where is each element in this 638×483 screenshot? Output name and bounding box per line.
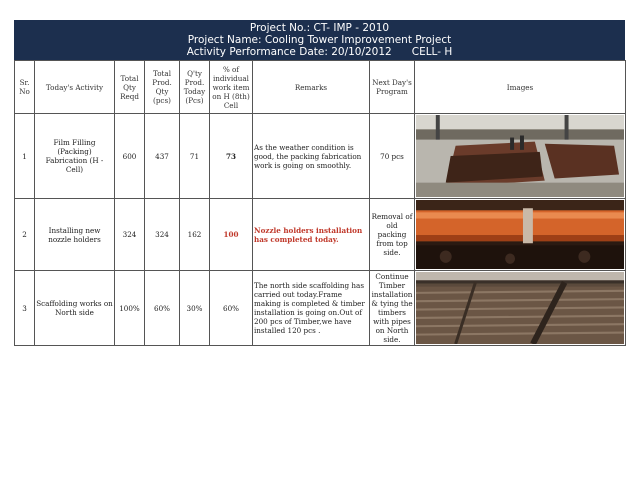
col-qty-today: Q'ty Prod. Today (Pcs) bbox=[180, 61, 210, 114]
report-sheet bbox=[14, 20, 625, 346]
row-percent: 60% bbox=[210, 271, 253, 346]
scaffolding-timber-photo bbox=[416, 272, 624, 344]
row-sr: 3 bbox=[15, 271, 35, 346]
col-percent: % of individual work item on H (8th) Cell bbox=[210, 61, 253, 114]
row-next-day: Removal of old packing from top side. bbox=[370, 199, 415, 271]
activity-date: Activity Performance Date: 20/10/2012 bbox=[186, 46, 392, 58]
report-header bbox=[14, 20, 625, 60]
col-next-day: Next Day's Program bbox=[370, 61, 415, 114]
row-remarks: Nozzle holders installation has completed today. bbox=[253, 199, 370, 271]
row-activity: Film Filling (Packing) Fabrication (H - Cell) bbox=[35, 114, 115, 199]
col-sr: Sr. No bbox=[15, 61, 35, 114]
row-remarks: The north side scaffolding has carried out today.Frame making is completed & timber installation is going on.Out of 200 pcs of Timber,we have installed 120 pcs . bbox=[253, 271, 370, 346]
col-total-prod: Total Prod. Qty (pcs) bbox=[145, 61, 180, 114]
row-sr: 1 bbox=[15, 114, 35, 199]
col-activity: Today's Activity bbox=[35, 61, 115, 114]
row-image-cell bbox=[415, 114, 626, 199]
table-row bbox=[15, 114, 626, 199]
row-image-cell bbox=[415, 271, 626, 346]
project-number: Project No.: CT- IMP - 2010 bbox=[249, 22, 390, 34]
row-activity: Installing new nozzle holders bbox=[35, 199, 115, 271]
activity-table bbox=[14, 60, 626, 346]
row-qty-today: 162 bbox=[180, 199, 210, 271]
col-total-qty: Total Qty Reqd bbox=[115, 61, 145, 114]
project-name: Project Name: Cooling Tower Improvement Project bbox=[187, 34, 452, 46]
row-total-prod: 60% bbox=[145, 271, 180, 346]
row-total-qty: 324 bbox=[115, 199, 145, 271]
col-images: Images bbox=[415, 61, 626, 114]
row-activity: Scaffolding works on North side bbox=[35, 271, 115, 346]
row-total-prod: 324 bbox=[145, 199, 180, 271]
row-next-day: Continue Timber installation & tying the timbers with pipes on North side. bbox=[371, 272, 413, 344]
table-row bbox=[15, 271, 626, 346]
col-remarks: Remarks bbox=[253, 61, 370, 114]
row-percent: 100 bbox=[210, 199, 253, 271]
row-remarks: As the weather condition is good, the packing fabrication work is going on smoothly. bbox=[253, 114, 370, 199]
row-next-day: 70 pcs bbox=[370, 114, 415, 199]
row-image-cell bbox=[415, 199, 626, 271]
row-qty-today: 30% bbox=[180, 271, 210, 346]
nozzle-holder-pipe-photo bbox=[416, 200, 624, 269]
table-row bbox=[15, 199, 626, 271]
cell-label: CELL- H bbox=[411, 46, 453, 58]
activity-date-line bbox=[14, 46, 625, 58]
row-sr: 2 bbox=[15, 199, 35, 271]
row-total-qty: 600 bbox=[115, 114, 145, 199]
table-header-row bbox=[15, 61, 626, 114]
row-total-prod: 437 bbox=[145, 114, 180, 199]
row-qty-today: 71 bbox=[180, 114, 210, 199]
row-total-qty: 100% bbox=[115, 271, 145, 346]
packing-fabrication-photo bbox=[416, 115, 624, 197]
row-percent: 73 bbox=[210, 114, 253, 199]
